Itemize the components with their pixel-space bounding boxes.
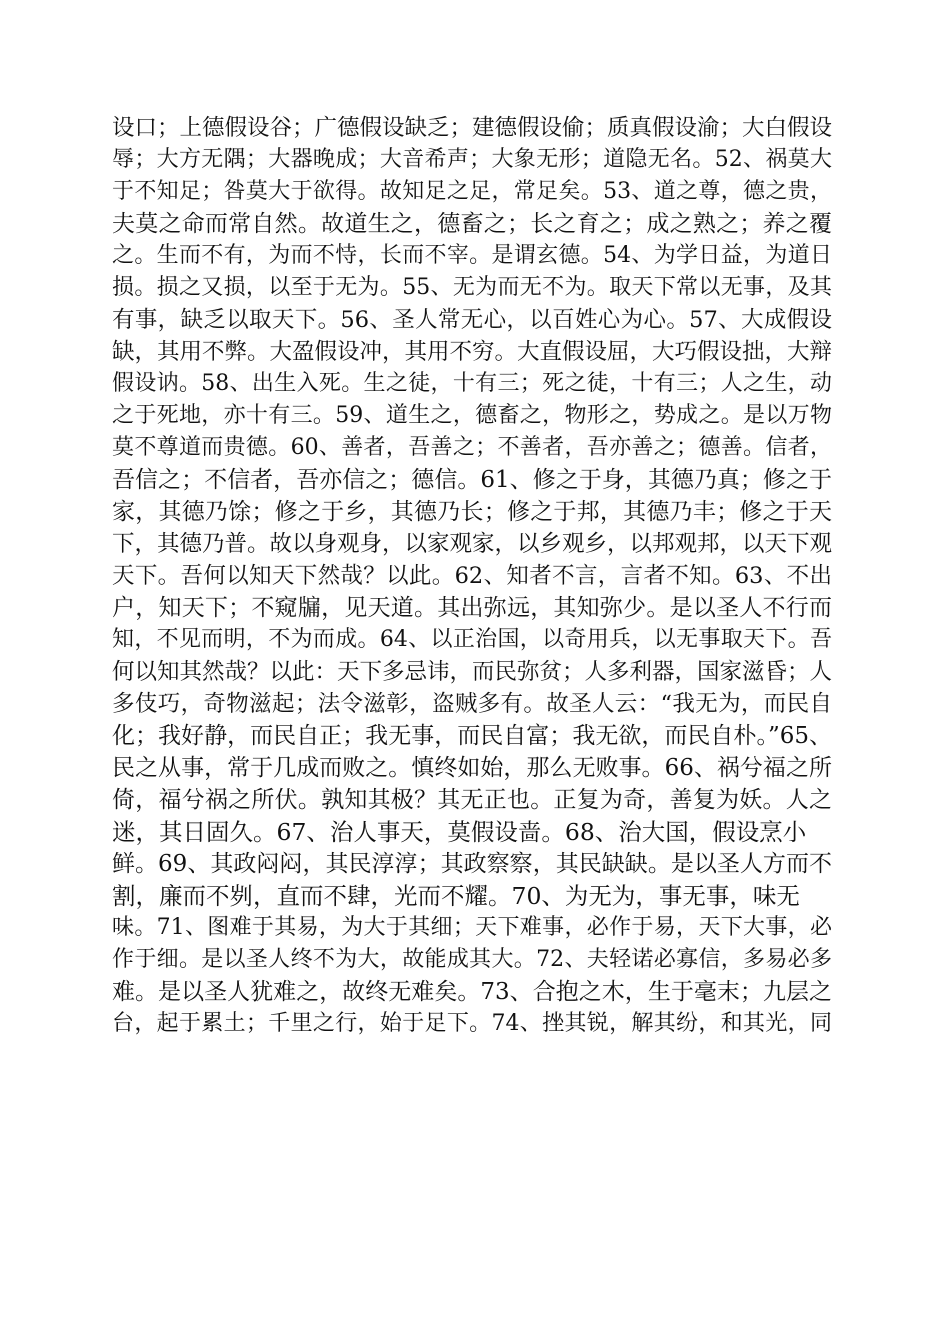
text-line: 多伎巧，奇物滋起；法令滋彰，盗贼多有。故圣人云：“我无为，而民自 — [112, 691, 832, 717]
body-text — [112, 112, 832, 1040]
text-line: 天下。吾何以知天下然哉？以此。62、知者不言，言者不知。63、不出 — [112, 563, 832, 589]
text-line: 知，不见而明，不为而成。64、以正治国，以奇用兵，以无事取天下。吾 — [112, 627, 832, 652]
text-line: 于不知足；咎莫大于欲得。故知足之足，常足矣。53、道之尊，德之贵， — [112, 179, 832, 204]
text-line: 设口；上德假设谷；广德假设缺乏；建德假设偷；质真假设渝；大白假设 — [112, 115, 833, 141]
text-line: 莫不尊道而贵德。60、善者，吾善之；不善者，吾亦善之；德善。信者， — [112, 435, 832, 460]
text-line: 何以知其然哉？以此：天下多忌讳，而民弥贫；人多利器，国家滋昏；人 — [112, 659, 833, 685]
text-line: 割，廉而不刿，直而不肆，光而不耀。70、为无为，事无事，味无 — [112, 882, 800, 910]
text-line: 家，其德乃馀；修之于乡，其德乃长；修之于邦，其德乃丰；修之于天 — [112, 499, 832, 525]
text-line: 之于死地，亦十有三。59、道生之，德畜之，物形之，势成之。是以万物 — [112, 403, 832, 428]
text-line: 缺，其用不弊。大盈假设冲，其用不穷。大直假设屈，大巧假设拙，大辩 — [112, 339, 833, 365]
text-line: 作于细。是以圣人终不为大，故能成其大。72、夫轻诺必寡信，多易必多 — [112, 947, 832, 972]
text-line: 鲜。69、其政闷闷，其民淳淳；其政察察，其民缺缺。是以圣人方而不 — [112, 851, 832, 877]
text-line: 有事，缺乏以取天下。56、圣人常无心，以百姓心为心。57、大成假设 — [112, 307, 832, 333]
text-line: 吾信之；不信者，吾亦信之；德信。61、修之于身，其德乃真；修之于 — [112, 467, 832, 493]
text-line: 户，知天下；不窥牖，见天道。其出弥远，其知弥少。是以圣人不行而 — [112, 595, 832, 621]
text-line: 民之从事，常于几成而败之。慎终如始，那么无败事。66、祸兮福之所 — [112, 755, 832, 781]
text-line: 下，其德乃普。故以身观身，以家观家，以乡观乡，以邦观邦，以天下观 — [112, 531, 833, 557]
text-line: 化；我好静，而民自正；我无事，而民自富；我无欲，而民自朴。”65、 — [112, 723, 832, 749]
text-line: 倚，福兮祸之所伏。孰知其极？其无正也。正复为奇，善复为妖。人之 — [112, 787, 832, 813]
text-line: 夫莫之命而常自然。故道生之，德畜之；长之育之；成之熟之；养之覆 — [112, 211, 832, 237]
text-line: 台，起于累土；千里之行，始于足下。74、挫其锐，解其纷，和其光，同 — [112, 1011, 832, 1036]
text-line: 辱；大方无隅；大器晚成；大音希声；大象无形；道隐无名。52、祸莫大 — [112, 147, 832, 172]
text-line: 迷，其日固久。67、治人事天，莫假设啬。68、治大国，假设烹小 — [112, 818, 807, 846]
text-line: 损。损之又损，以至于无为。55、无为而无不为。取天下常以无事，及其 — [112, 275, 832, 300]
text-line: 假设讷。58、出生入死。生之徒，十有三；死之徒，十有三；人之生，动 — [112, 371, 832, 396]
text-line: 味。71、图难于其易，为大于其细；天下难事，必作于易，天下大事，必 — [112, 915, 832, 940]
text-line: 难。是以圣人犹难之，故终无难矣。73、合抱之木，生于毫末；九层之 — [112, 979, 832, 1005]
text-line: 之。生而不有，为而不恃，长而不宰。是谓玄德。54、为学日益，为道日 — [112, 243, 832, 268]
